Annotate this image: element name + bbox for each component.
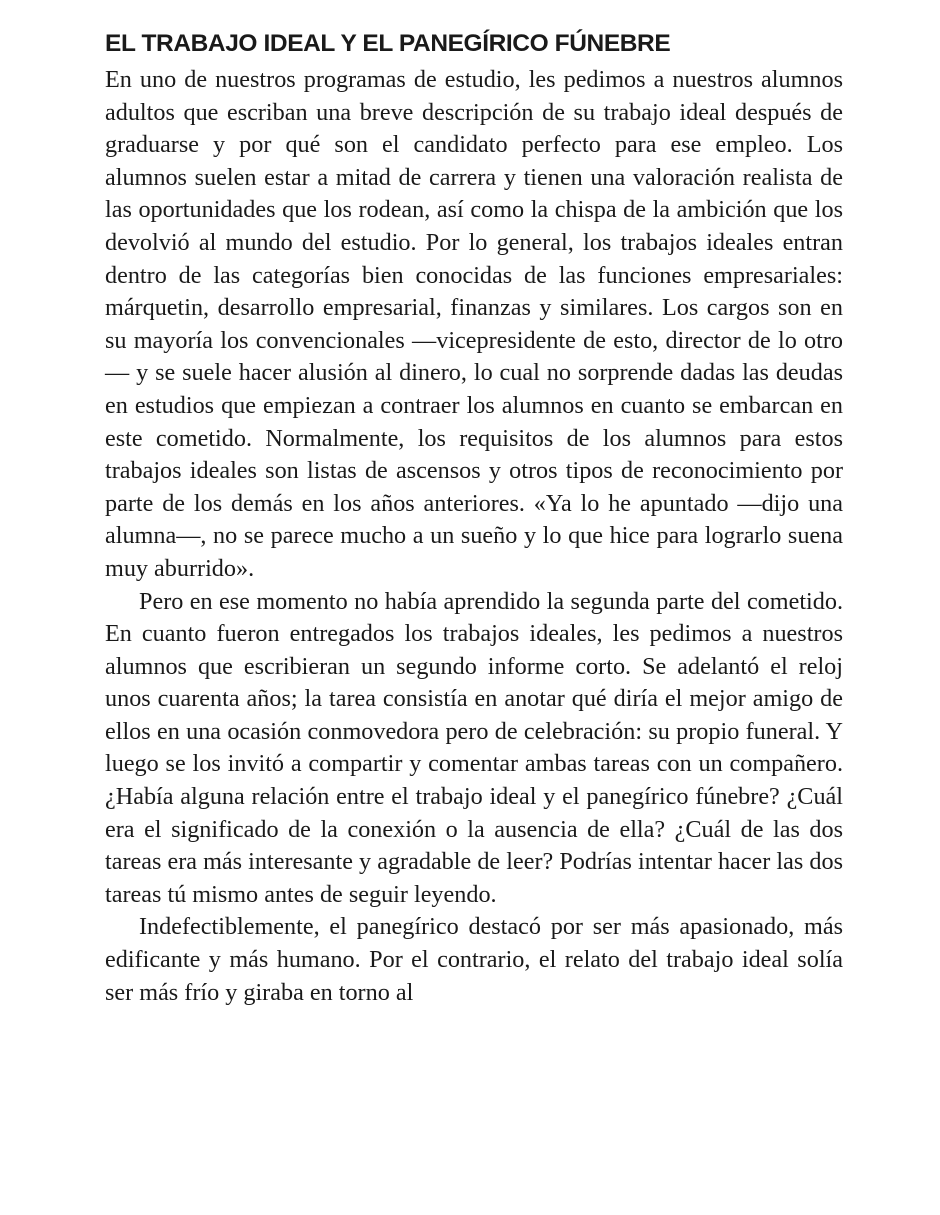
paragraph-2: Pero en ese momento no había aprendido la segunda parte del cometido. En cuanto fueron entregados los trabajos ideales, les pedimos a nuestros alumnos que escribieran un segundo informe corto. Se adelantó el reloj unos cuarenta años; la tarea consistía en anotar qué diría el mejor amigo de ellos en una ocasión conmovedora pero de celebración: su propio funeral. Y luego se los invitó a compartir y comentar ambas tareas con un compañero. ¿Había alguna relación entre el trabajo ideal y el panegírico fúnebre? ¿Cuál era el significado de la conexión o la ausencia de ella? ¿Cuál de las dos tareas era más interesante y agradable de leer? Podrías intentar hacer las dos tareas tú mismo antes de seguir leyendo. (105, 587, 843, 908)
section-heading: EL TRABAJO IDEAL Y EL PANEGÍRICO FÚNEBRE (105, 30, 671, 57)
paragraph-1: En uno de nuestros programas de estudio, les pedimos a nuestros alumnos adultos que escriban una breve descripción de su trabajo ideal después de graduarse y por qué son el candidato perfecto para ese empleo. Los alumnos suelen estar a mitad de carrera y tienen una valoración realista de las oportunidades que los rodean, así como la chispa de la ambición que los devolvió al mundo del estudio. Por lo general, los trabajos ideales entran dentro de las categorías bien conocidas de las funciones empresariales: márquetin, desarrollo empresarial, finanzas y similares. Los cargos son en su mayoría los convencionales —vicepresidente de esto, director de lo otro— y se suele hacer alusión al dinero, lo cual no sorprende dadas las deudas en estudios que empiezan a contraer los alumnos en cuanto se embarcan en este cometido. Normalmente, los requisitos de los alumnos para estos trabajos ideales son listas de ascensos y otros tipos de reconocimiento por parte de los demás en los años anteriores. «Ya lo he apuntado —dijo una alumna—, no se parece mucho a un sueño y lo que hice para lograrlo suena muy aburrido». (105, 66, 843, 582)
paragraph-3: Indefectiblemente, el panegírico destacó por ser más apasionado, más edificante y más humano. Por el contrario, el relato del trabajo ideal solía ser más frío y giraba en torno al (105, 913, 843, 1006)
document-page (105, 26, 843, 1009)
